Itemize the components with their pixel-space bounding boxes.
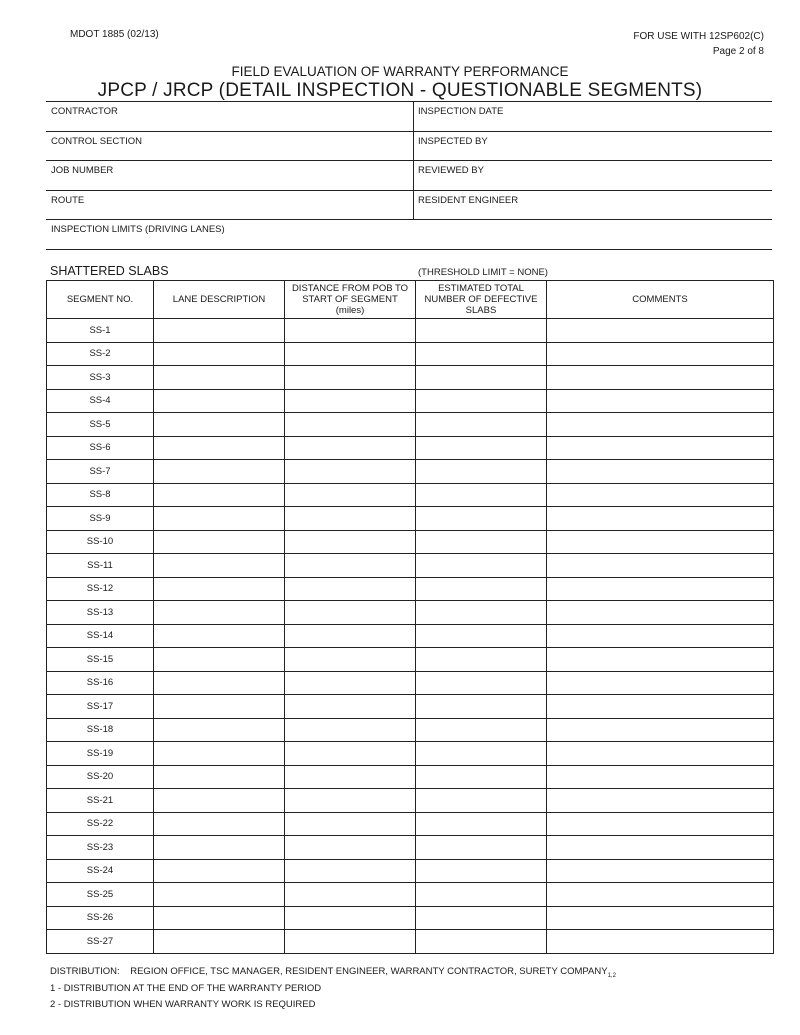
form-header-right xyxy=(633,29,764,59)
distance-cell[interactable] xyxy=(285,836,416,860)
distance-cell[interactable] xyxy=(285,765,416,789)
segment-no-cell: SS-1 xyxy=(47,319,154,343)
table-row xyxy=(47,930,774,954)
distance-cell[interactable] xyxy=(285,366,416,390)
table-row xyxy=(47,366,774,390)
section-title: SHATTERED SLABS xyxy=(50,264,169,278)
table-row xyxy=(47,624,774,648)
segment-no-cell: SS-4 xyxy=(47,389,154,413)
defective-slabs-cell[interactable] xyxy=(416,718,547,742)
segment-no-cell: SS-23 xyxy=(47,836,154,860)
comments-cell[interactable] xyxy=(547,577,774,601)
distance-cell[interactable] xyxy=(285,671,416,695)
info-row xyxy=(46,101,772,132)
segment-no-cell: SS-2 xyxy=(47,342,154,366)
segment-no-cell: SS-10 xyxy=(47,530,154,554)
segment-no-cell: SS-26 xyxy=(47,906,154,930)
defective-slabs-cell[interactable] xyxy=(416,507,547,531)
defective-slabs-cell[interactable] xyxy=(416,836,547,860)
for-use-note: FOR USE WITH 12SP602(C) xyxy=(633,31,764,42)
comments-cell[interactable] xyxy=(547,742,774,766)
comments-cell[interactable] xyxy=(547,883,774,907)
table-row xyxy=(47,742,774,766)
distribution-note-2: 2 - DISTRIBUTION WHEN WARRANTY WORK IS REQUIRED xyxy=(50,999,316,1010)
distribution-note-1: 1 - DISTRIBUTION AT THE END OF THE WARRANTY PERIOD xyxy=(50,983,322,994)
segment-no-cell: SS-3 xyxy=(47,366,154,390)
lane-description-cell[interactable] xyxy=(154,413,285,437)
comments-cell[interactable] xyxy=(547,624,774,648)
inspection-date-field[interactable]: INSPECTION DATE xyxy=(418,106,504,117)
comments-cell[interactable] xyxy=(547,601,774,625)
distance-cell[interactable] xyxy=(285,624,416,648)
table-row xyxy=(47,695,774,719)
defective-slabs-cell[interactable] xyxy=(416,859,547,883)
lane-description-cell[interactable] xyxy=(154,342,285,366)
info-row xyxy=(46,191,772,221)
table-row xyxy=(47,671,774,695)
comments-cell[interactable] xyxy=(547,319,774,343)
lane-description-cell[interactable] xyxy=(154,836,285,860)
job-number-field[interactable]: JOB NUMBER xyxy=(51,165,114,176)
comments-cell[interactable] xyxy=(547,671,774,695)
segment-no-cell: SS-6 xyxy=(47,436,154,460)
segment-no-cell: SS-18 xyxy=(47,718,154,742)
segment-no-cell: SS-13 xyxy=(47,601,154,625)
distribution-superscript: 1,2 xyxy=(607,972,616,979)
segment-no-cell: SS-16 xyxy=(47,671,154,695)
segment-no-cell: SS-8 xyxy=(47,483,154,507)
lane-description-cell[interactable] xyxy=(154,695,285,719)
defective-slabs-cell[interactable] xyxy=(416,671,547,695)
lane-description-cell[interactable] xyxy=(154,906,285,930)
comments-cell[interactable] xyxy=(547,436,774,460)
segment-no-cell: SS-5 xyxy=(47,413,154,437)
distance-cell[interactable] xyxy=(285,319,416,343)
defective-slabs-cell[interactable] xyxy=(416,342,547,366)
distribution-label: DISTRIBUTION: xyxy=(50,966,120,977)
segment-no-cell: SS-7 xyxy=(47,460,154,484)
lane-description-cell[interactable] xyxy=(154,389,285,413)
comments-cell[interactable] xyxy=(547,648,774,672)
lane-description-cell[interactable] xyxy=(154,930,285,954)
distance-cell[interactable] xyxy=(285,507,416,531)
table-row xyxy=(47,765,774,789)
distance-cell[interactable] xyxy=(285,883,416,907)
info-row xyxy=(46,220,772,250)
table-row xyxy=(47,648,774,672)
col-header-lane-description: LANE DESCRIPTION xyxy=(154,281,285,319)
control-section-field[interactable]: CONTROL SECTION xyxy=(51,135,142,147)
table-row xyxy=(47,883,774,907)
comments-cell[interactable] xyxy=(547,859,774,883)
table-row xyxy=(47,789,774,813)
lane-description-cell[interactable] xyxy=(154,648,285,672)
route-field[interactable]: ROUTE xyxy=(51,194,85,206)
inspection-limits-field[interactable]: INSPECTION LIMITS (DRIVING LANES) xyxy=(51,224,225,235)
defective-slabs-cell[interactable] xyxy=(416,413,547,437)
col-header-comments: COMMENTS xyxy=(547,281,774,319)
table-row xyxy=(47,836,774,860)
lane-description-cell[interactable] xyxy=(154,601,285,625)
lane-description-cell[interactable] xyxy=(154,507,285,531)
distance-cell[interactable] xyxy=(285,859,416,883)
defective-slabs-cell[interactable] xyxy=(416,554,547,578)
lane-description-cell[interactable] xyxy=(154,883,285,907)
defective-slabs-cell[interactable] xyxy=(416,389,547,413)
defective-slabs-cell[interactable] xyxy=(416,366,547,390)
info-row xyxy=(46,132,772,162)
table-row xyxy=(47,554,774,578)
segment-no-cell: SS-14 xyxy=(47,624,154,648)
distance-cell[interactable] xyxy=(285,460,416,484)
comments-cell[interactable] xyxy=(547,342,774,366)
comments-cell[interactable] xyxy=(547,413,774,437)
table-row xyxy=(47,342,774,366)
table-row xyxy=(47,436,774,460)
distance-cell[interactable] xyxy=(285,436,416,460)
comments-cell[interactable] xyxy=(547,836,774,860)
reviewed-by-field[interactable]: REVIEWED BY xyxy=(418,165,484,176)
distance-cell[interactable] xyxy=(285,389,416,413)
defective-slabs-cell[interactable] xyxy=(416,812,547,836)
form-subtitle: FIELD EVALUATION OF WARRANTY PERFORMANCE xyxy=(231,64,569,79)
segment-no-cell: SS-24 xyxy=(47,859,154,883)
defective-slabs-cell[interactable] xyxy=(416,436,547,460)
table-row xyxy=(47,577,774,601)
table-row xyxy=(47,718,774,742)
table-row xyxy=(47,413,774,437)
distribution-text: REGION OFFICE, TSC MANAGER, RESIDENT ENGINEER, WARRANTY CONTRACTOR, SURETY COMPANY xyxy=(130,966,608,977)
table-row xyxy=(47,906,774,930)
defective-slabs-cell[interactable] xyxy=(416,460,547,484)
lane-description-cell[interactable] xyxy=(154,812,285,836)
defective-slabs-cell[interactable] xyxy=(416,483,547,507)
distance-cell[interactable] xyxy=(285,648,416,672)
defective-slabs-cell[interactable] xyxy=(416,765,547,789)
lane-description-cell[interactable] xyxy=(154,624,285,648)
distance-cell[interactable] xyxy=(285,812,416,836)
lane-description-cell[interactable] xyxy=(154,789,285,813)
lane-description-cell[interactable] xyxy=(154,460,285,484)
distance-cell[interactable] xyxy=(285,554,416,578)
comments-cell[interactable] xyxy=(547,765,774,789)
comments-cell[interactable] xyxy=(547,718,774,742)
lane-description-cell[interactable] xyxy=(154,765,285,789)
defective-slabs-cell[interactable] xyxy=(416,601,547,625)
threshold-limit: (THRESHOLD LIMIT = NONE) xyxy=(418,267,548,278)
comments-cell[interactable] xyxy=(547,483,774,507)
comments-cell[interactable] xyxy=(547,530,774,554)
lane-description-cell[interactable] xyxy=(154,530,285,554)
distance-cell[interactable] xyxy=(285,601,416,625)
defective-slabs-cell[interactable] xyxy=(416,695,547,719)
distance-cell[interactable] xyxy=(285,530,416,554)
form-id: MDOT 1885 (02/13) xyxy=(70,29,159,40)
comments-cell[interactable] xyxy=(547,554,774,578)
distribution-line xyxy=(50,966,616,979)
distance-cell[interactable] xyxy=(285,906,416,930)
table-row xyxy=(47,319,774,343)
segment-no-cell: SS-19 xyxy=(47,742,154,766)
inspected-by-field[interactable]: INSPECTED BY xyxy=(418,135,488,147)
distance-cell[interactable] xyxy=(285,483,416,507)
comments-cell[interactable] xyxy=(547,789,774,813)
table-row xyxy=(47,389,774,413)
segment-no-cell: SS-11 xyxy=(47,554,154,578)
defective-slabs-cell[interactable] xyxy=(416,789,547,813)
distance-cell[interactable] xyxy=(285,695,416,719)
distance-cell[interactable] xyxy=(285,789,416,813)
lane-description-cell[interactable] xyxy=(154,366,285,390)
segment-no-cell: SS-17 xyxy=(47,695,154,719)
distance-cell[interactable] xyxy=(285,342,416,366)
defective-slabs-cell[interactable] xyxy=(416,648,547,672)
comments-cell[interactable] xyxy=(547,460,774,484)
resident-engineer-field[interactable]: RESIDENT ENGINEER xyxy=(418,194,519,206)
segment-no-cell: SS-27 xyxy=(47,930,154,954)
lane-description-cell[interactable] xyxy=(154,718,285,742)
segment-no-cell: SS-21 xyxy=(47,789,154,813)
comments-cell[interactable] xyxy=(547,695,774,719)
distance-cell[interactable] xyxy=(285,413,416,437)
segment-no-cell: SS-15 xyxy=(47,648,154,672)
distance-cell[interactable] xyxy=(285,742,416,766)
contractor-field[interactable]: CONTRACTOR xyxy=(51,106,118,117)
table-row xyxy=(47,460,774,484)
segment-no-cell: SS-9 xyxy=(47,507,154,531)
col-header-distance: DISTANCE FROM POB TO START OF SEGMENT (miles) xyxy=(285,281,416,319)
comments-cell[interactable] xyxy=(547,906,774,930)
lane-description-cell[interactable] xyxy=(154,742,285,766)
table-row xyxy=(47,530,774,554)
inspection-info-block xyxy=(46,101,772,250)
table-row xyxy=(47,812,774,836)
lane-description-cell[interactable] xyxy=(154,554,285,578)
defective-slabs-cell[interactable] xyxy=(416,319,547,343)
lane-description-cell[interactable] xyxy=(154,319,285,343)
segment-no-cell: SS-25 xyxy=(47,883,154,907)
table-row xyxy=(47,601,774,625)
segment-no-cell: SS-22 xyxy=(47,812,154,836)
comments-cell[interactable] xyxy=(547,930,774,954)
defective-slabs-cell[interactable] xyxy=(416,530,547,554)
defective-slabs-cell[interactable] xyxy=(416,906,547,930)
defective-slabs-cell[interactable] xyxy=(416,930,547,954)
page-number: Page 2 of 8 xyxy=(712,46,764,57)
shattered-slabs-table xyxy=(46,280,774,954)
comments-cell[interactable] xyxy=(547,507,774,531)
table-row xyxy=(47,507,774,531)
comments-cell[interactable] xyxy=(547,389,774,413)
distance-cell[interactable] xyxy=(285,577,416,601)
info-row xyxy=(46,161,772,191)
segment-no-cell: SS-20 xyxy=(47,765,154,789)
table-row xyxy=(47,483,774,507)
defective-slabs-cell[interactable] xyxy=(416,624,547,648)
table-header-row xyxy=(47,281,774,319)
form-title: JPCP / JRCP (DETAIL INSPECTION - QUESTIONABLE SEGMENTS) xyxy=(97,80,703,101)
comments-cell[interactable] xyxy=(547,366,774,390)
lane-description-cell[interactable] xyxy=(154,859,285,883)
defective-slabs-cell[interactable] xyxy=(416,883,547,907)
table-row xyxy=(47,859,774,883)
distance-cell[interactable] xyxy=(285,930,416,954)
lane-description-cell[interactable] xyxy=(154,483,285,507)
col-header-estimated-defective: ESTIMATED TOTAL NUMBER OF DEFECTIVE SLABS xyxy=(416,281,547,319)
lane-description-cell[interactable] xyxy=(154,436,285,460)
defective-slabs-cell[interactable] xyxy=(416,577,547,601)
segment-no-cell: SS-12 xyxy=(47,577,154,601)
lane-description-cell[interactable] xyxy=(154,577,285,601)
distance-cell[interactable] xyxy=(285,718,416,742)
col-header-segment-no: SEGMENT NO. xyxy=(47,281,154,319)
defective-slabs-cell[interactable] xyxy=(416,742,547,766)
comments-cell[interactable] xyxy=(547,812,774,836)
lane-description-cell[interactable] xyxy=(154,671,285,695)
